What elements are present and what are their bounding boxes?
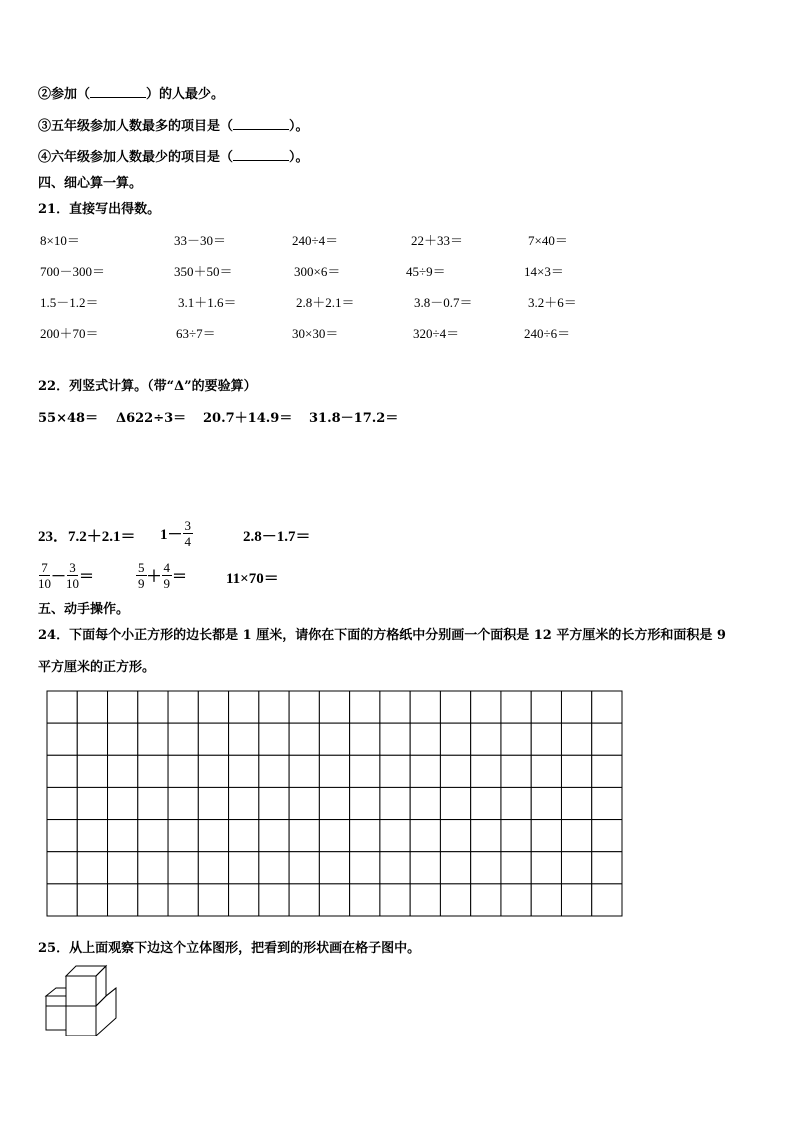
- grid-cell[interactable]: [501, 755, 531, 787]
- sub-question-4: [38, 146, 309, 165]
- grid-cell[interactable]: [501, 884, 531, 916]
- grid-cell[interactable]: [138, 691, 168, 723]
- grid-cell[interactable]: [229, 691, 259, 723]
- grid-cell[interactable]: [259, 723, 289, 755]
- operator: －: [51, 568, 67, 585]
- grid-cell[interactable]: [319, 852, 349, 884]
- sub-question-2-end: ）的人最少。: [146, 87, 225, 102]
- grid-cell[interactable]: [77, 691, 107, 723]
- calc-item: 45÷9＝: [406, 264, 446, 279]
- calc-item: 3.2＋6＝: [528, 295, 577, 310]
- denominator: 10: [66, 575, 80, 591]
- grid-cell[interactable]: [471, 820, 501, 852]
- expression-2: [160, 516, 193, 550]
- grid-cell[interactable]: [108, 723, 138, 755]
- grid-cell[interactable]: [198, 787, 228, 819]
- calc-item: 320÷4＝: [413, 326, 460, 341]
- grid-cell[interactable]: [168, 820, 198, 852]
- grid-cell[interactable]: [592, 755, 622, 787]
- grid-cell[interactable]: [47, 787, 77, 819]
- calc-item: 22＋33＝: [411, 233, 464, 248]
- bottom-left-cube: [46, 988, 66, 1030]
- grid-cell[interactable]: [561, 691, 591, 723]
- grid-cell[interactable]: [289, 723, 319, 755]
- grid-cell[interactable]: [410, 852, 440, 884]
- calc-item: 33－30＝: [174, 233, 227, 248]
- grid-cell[interactable]: [47, 852, 77, 884]
- grid-cell[interactable]: [440, 787, 470, 819]
- calc-item: 3.8－0.7＝: [414, 295, 473, 310]
- denominator: 4: [184, 533, 192, 549]
- calc-item: 700－300＝: [40, 264, 106, 279]
- grid-cell[interactable]: [471, 723, 501, 755]
- grid-cell[interactable]: [319, 723, 349, 755]
- grid-cell[interactable]: [229, 787, 259, 819]
- grid-cell[interactable]: [350, 852, 380, 884]
- grid-cell[interactable]: [561, 820, 591, 852]
- grid-cell[interactable]: [531, 787, 561, 819]
- fraction: [136, 560, 147, 591]
- expression-5: [136, 558, 187, 592]
- grid-cell[interactable]: [47, 691, 77, 723]
- grid-cell[interactable]: [229, 755, 259, 787]
- grid-cell[interactable]: [168, 884, 198, 916]
- numerator: 5: [138, 559, 145, 575]
- calc-item: 1.5－1.2＝: [40, 295, 99, 310]
- grid-cell[interactable]: [108, 820, 138, 852]
- denominator: 10: [38, 575, 51, 591]
- grid-cell[interactable]: [380, 755, 410, 787]
- grid-cell[interactable]: [77, 723, 107, 755]
- grid-cell[interactable]: [592, 691, 622, 723]
- grid-cell[interactable]: [561, 884, 591, 916]
- calc-item: 2.8＋2.1＝: [296, 295, 355, 310]
- grid-cell[interactable]: [108, 787, 138, 819]
- grid-cell[interactable]: [440, 755, 470, 787]
- answer-blank[interactable]: [90, 86, 146, 98]
- grid-cell[interactable]: [561, 755, 591, 787]
- question-24-line-1: 24．下面每个小正方形的边长都是 1 厘米，请你在下面的方格纸中分别画一个面积是 12 平方厘米的长方形和面积是 9: [38, 628, 726, 643]
- grid-cell[interactable]: [168, 787, 198, 819]
- grid-cell[interactable]: [108, 884, 138, 916]
- sub-question-2-text: ②参加（: [38, 87, 91, 102]
- expression-4: [38, 558, 94, 592]
- grid-cell[interactable]: [592, 723, 622, 755]
- calc-item: 240÷6＝: [524, 326, 571, 341]
- grid-cell[interactable]: [289, 691, 319, 723]
- grid-cell[interactable]: [259, 787, 289, 819]
- question-24-line-2: 平方厘米的正方形。: [38, 660, 156, 675]
- grid-cell[interactable]: [198, 852, 228, 884]
- top-cube-side-face: [96, 966, 106, 1006]
- question-22-title: 22．列竖式计算。（带“Δ”的要验算）: [38, 379, 257, 394]
- grid-cell[interactable]: [531, 820, 561, 852]
- grid-cell[interactable]: [198, 691, 228, 723]
- grid-cell[interactable]: [380, 884, 410, 916]
- grid-cell[interactable]: [259, 820, 289, 852]
- grid-cell[interactable]: [198, 884, 228, 916]
- grid-cell[interactable]: [471, 884, 501, 916]
- grid-cell[interactable]: [531, 723, 561, 755]
- fraction: [162, 560, 173, 591]
- numerator: 4: [163, 559, 171, 575]
- answer-blank[interactable]: [233, 118, 289, 130]
- top-cube-front-face: [66, 976, 96, 1006]
- grid-cell[interactable]: [410, 723, 440, 755]
- fraction: [38, 560, 51, 591]
- grid-cell[interactable]: [77, 884, 107, 916]
- denominator: 9: [163, 575, 171, 591]
- calc-item: 30×30＝: [292, 326, 339, 341]
- answer-blank[interactable]: [233, 149, 289, 161]
- grid-cell[interactable]: [501, 723, 531, 755]
- grid-cell[interactable]: [259, 884, 289, 916]
- grid-cell[interactable]: [289, 755, 319, 787]
- grid-cell[interactable]: [440, 723, 470, 755]
- equals: ＝: [79, 568, 95, 585]
- grid-cell[interactable]: [289, 820, 319, 852]
- edge: [106, 988, 116, 996]
- grid-cell[interactable]: [531, 691, 561, 723]
- grid-cell[interactable]: [350, 691, 380, 723]
- grid-cell[interactable]: [198, 723, 228, 755]
- expression-6: 11×70＝: [226, 571, 279, 587]
- grid-cell[interactable]: [410, 820, 440, 852]
- expression-1: 7.2＋2.1＝: [68, 529, 136, 545]
- question-25-title: 25．从上面观察下边这个立体图形，把看到的形状画在格子图中。: [38, 941, 421, 956]
- vertical-calc-item: Δ622÷3＝: [116, 411, 187, 426]
- operator: ＋: [146, 568, 162, 585]
- grid-cell[interactable]: [471, 787, 501, 819]
- grid-cell[interactable]: [47, 884, 77, 916]
- grid-cell[interactable]: [108, 691, 138, 723]
- calc-item: 300×6＝: [294, 264, 341, 279]
- grid-cell[interactable]: [108, 852, 138, 884]
- grid-cell[interactable]: [77, 787, 107, 819]
- grid-cell[interactable]: [561, 852, 591, 884]
- grid-cell[interactable]: [410, 884, 440, 916]
- grid-cell[interactable]: [77, 755, 107, 787]
- fraction: [66, 560, 79, 591]
- grid-cell[interactable]: [319, 755, 349, 787]
- grid-cell[interactable]: [440, 884, 470, 916]
- calc-item: 240÷4＝: [292, 233, 339, 248]
- section-5-heading: 五、动手操作。: [38, 602, 130, 617]
- sub-question-2: [38, 83, 224, 102]
- sub-question-3: [38, 115, 309, 134]
- grid-cell[interactable]: [380, 787, 410, 819]
- top-cube-top-face: [66, 966, 106, 976]
- grid-cell[interactable]: [198, 755, 228, 787]
- sub-question-4-text: ④六年级参加人数最少的项目是（: [38, 150, 234, 165]
- calc-item: 350＋50＝: [174, 264, 233, 279]
- grid-cell[interactable]: [440, 820, 470, 852]
- grid-cell[interactable]: [440, 852, 470, 884]
- grid-cell[interactable]: [168, 852, 198, 884]
- grid-cell[interactable]: [531, 755, 561, 787]
- grid-cell[interactable]: [138, 787, 168, 819]
- grid-cell[interactable]: [501, 691, 531, 723]
- expression-3: 2.8－1.7＝: [243, 529, 311, 545]
- grid-cell[interactable]: [592, 884, 622, 916]
- grid-cell[interactable]: [77, 820, 107, 852]
- denominator: 9: [138, 575, 145, 591]
- vertical-calc-item: 20.7＋14.9＝: [203, 411, 293, 426]
- sub-question-3-end: ）。: [289, 119, 309, 134]
- vertical-calc-item: 31.8－17.2＝: [309, 411, 399, 426]
- grid-cell[interactable]: [440, 691, 470, 723]
- numerator: 7: [41, 559, 48, 575]
- grid-cell[interactable]: [350, 723, 380, 755]
- grid-cell[interactable]: [259, 755, 289, 787]
- grid-cell[interactable]: [138, 852, 168, 884]
- numerator: 3: [69, 559, 76, 575]
- sub-question-4-end: ）。: [289, 150, 309, 165]
- calc-item: 200＋70＝: [40, 326, 99, 341]
- grid-cell[interactable]: [380, 852, 410, 884]
- grid-cell[interactable]: [380, 820, 410, 852]
- grid-cell[interactable]: [319, 820, 349, 852]
- grid-cell[interactable]: [380, 723, 410, 755]
- grid-cell[interactable]: [501, 820, 531, 852]
- grid-cell[interactable]: [289, 884, 319, 916]
- cube-stack-figure: [44, 964, 120, 1036]
- question-21-title: 21．直接写出得数。: [38, 202, 161, 217]
- grid-cell[interactable]: [501, 852, 531, 884]
- sub-question-3-text: ③五年级参加人数最多的项目是（: [38, 119, 234, 134]
- grid-cell[interactable]: [47, 723, 77, 755]
- grid-cell[interactable]: [471, 691, 501, 723]
- grid-cell[interactable]: [410, 787, 440, 819]
- grid-cell[interactable]: [350, 820, 380, 852]
- grid-cell[interactable]: [380, 691, 410, 723]
- bottom-right-cube-front-face: [66, 1006, 96, 1036]
- grid-cell[interactable]: [592, 852, 622, 884]
- grid-cell[interactable]: [410, 755, 440, 787]
- grid-cell[interactable]: [350, 787, 380, 819]
- grid-cell[interactable]: [168, 691, 198, 723]
- expression-2-whole: 1－: [160, 526, 183, 543]
- calc-item: 14×3＝: [524, 264, 564, 279]
- grid-cell[interactable]: [138, 723, 168, 755]
- square-grid-paper[interactable]: [46, 690, 623, 917]
- calc-item: 3.1＋1.6＝: [178, 295, 237, 310]
- grid-cell[interactable]: [410, 691, 440, 723]
- calc-item: 8×10＝: [40, 233, 80, 248]
- grid-cell[interactable]: [319, 884, 349, 916]
- question-23-number: [38, 525, 136, 546]
- grid-cell[interactable]: [47, 755, 77, 787]
- grid-cell[interactable]: [561, 723, 591, 755]
- grid-cell[interactable]: [77, 852, 107, 884]
- grid-cell[interactable]: [289, 852, 319, 884]
- grid-cell[interactable]: [319, 787, 349, 819]
- grid-cell[interactable]: [501, 787, 531, 819]
- grid-cell[interactable]: [229, 723, 259, 755]
- grid-cell[interactable]: [47, 820, 77, 852]
- question-23-label: 23．: [38, 529, 69, 545]
- vertical-calc-item: 55×48＝: [38, 411, 99, 426]
- grid-cell[interactable]: [229, 852, 259, 884]
- grid-cell[interactable]: [168, 723, 198, 755]
- numerator: 3: [184, 517, 192, 533]
- grid-cell[interactable]: [471, 852, 501, 884]
- section-4-heading: 四、细心算一算。: [38, 176, 143, 191]
- calc-item: 63÷7＝: [176, 326, 216, 341]
- grid-cell[interactable]: [229, 820, 259, 852]
- grid-cell[interactable]: [259, 852, 289, 884]
- bottom-left-cube-top-face: [46, 988, 66, 996]
- fraction: [183, 518, 194, 549]
- grid-cell[interactable]: [531, 884, 561, 916]
- grid-cell[interactable]: [168, 755, 198, 787]
- top-cube: [66, 966, 106, 1006]
- bottom-right-cube: [66, 988, 116, 1036]
- grid-cell[interactable]: [108, 755, 138, 787]
- calc-item: 7×40＝: [528, 233, 568, 248]
- grid-cell[interactable]: [198, 820, 228, 852]
- grid-cell[interactable]: [350, 884, 380, 916]
- grid-cell[interactable]: [319, 691, 349, 723]
- grid-cell[interactable]: [531, 852, 561, 884]
- grid-cell[interactable]: [561, 787, 591, 819]
- bottom-left-cube-front-upper: [46, 996, 66, 1006]
- grid-cell[interactable]: [229, 884, 259, 916]
- grid-cell[interactable]: [289, 787, 319, 819]
- grid-cell[interactable]: [138, 755, 168, 787]
- grid-cell[interactable]: [138, 820, 168, 852]
- equals: ＝: [172, 568, 188, 585]
- grid-cell[interactable]: [471, 755, 501, 787]
- grid-cell[interactable]: [138, 884, 168, 916]
- grid-cell[interactable]: [592, 820, 622, 852]
- grid-cell[interactable]: [259, 691, 289, 723]
- grid-cell[interactable]: [350, 755, 380, 787]
- grid-cell[interactable]: [592, 787, 622, 819]
- bottom-left-cube-front-face: [46, 996, 66, 1030]
